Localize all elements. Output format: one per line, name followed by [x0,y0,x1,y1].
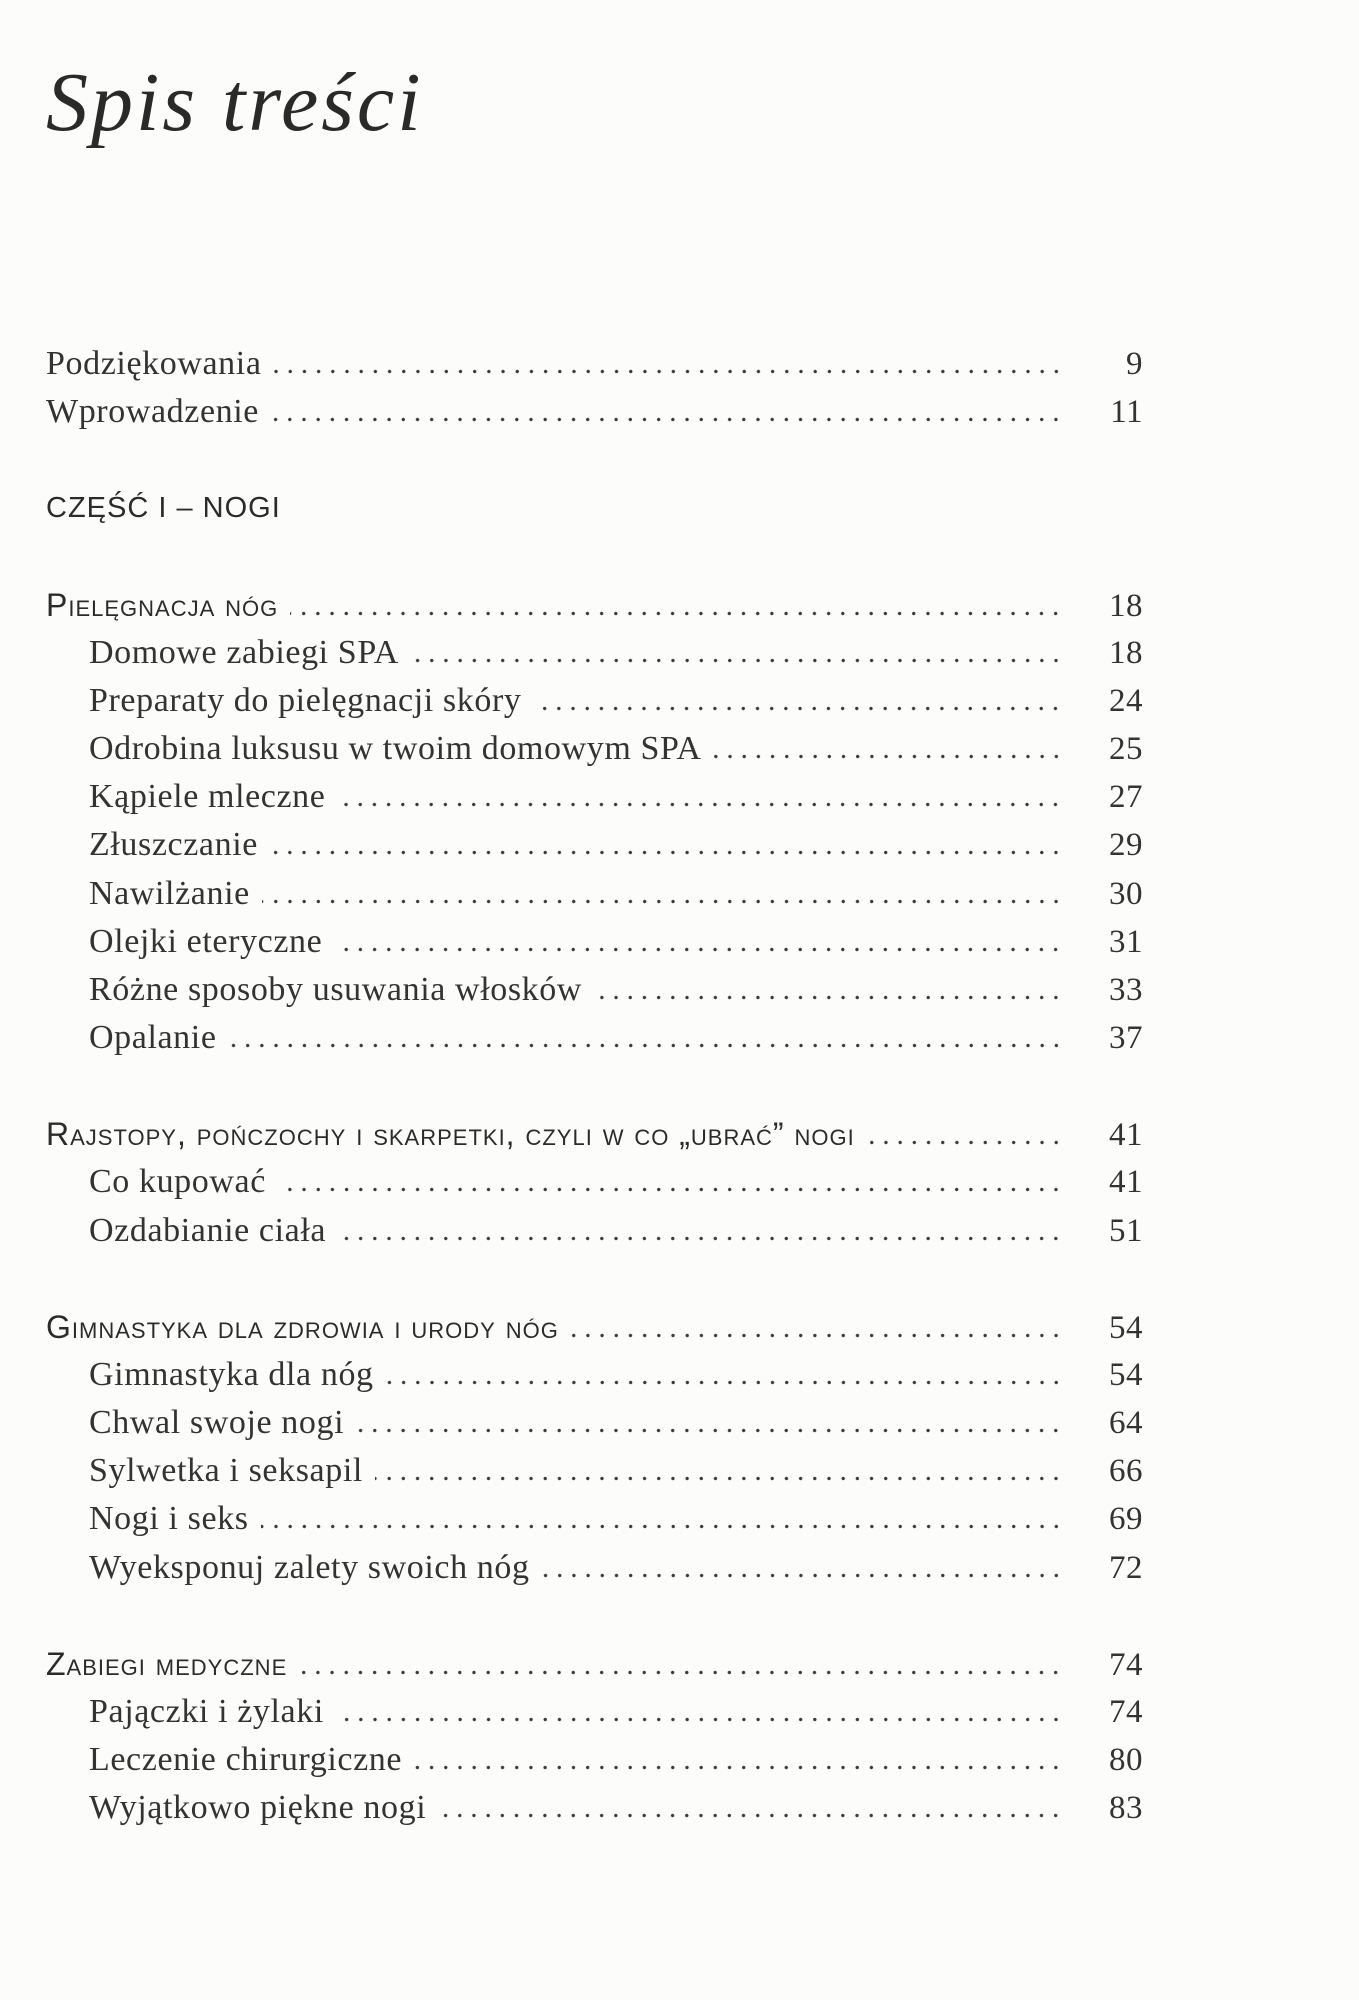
section-entry [46,918,1143,966]
dot-leader [594,995,1063,1000]
section-title: Nogi i seks [89,1500,249,1538]
dot-leader [229,1043,1063,1048]
page-number: 80 [1109,1742,1143,1779]
dot-leader [336,1717,1063,1722]
dot-leader [571,1333,1063,1338]
section-entry [46,677,1143,725]
page-number: 41 [1109,1117,1143,1154]
part-heading: CZĘŚĆ I – NOGI [46,492,281,525]
dot-leader [386,1380,1063,1385]
section-title: Złuszczanie [89,826,258,864]
section-entry [46,821,1143,869]
page-number: 72 [1109,1549,1143,1586]
section-title: Leczenie chirurgiczne [89,1741,403,1779]
section-entry [46,1399,1143,1447]
section-entry [46,1207,1143,1255]
section-entry [46,870,1143,918]
toc-entry-front-matter [46,340,1143,388]
section-title: Kąpiele mleczne [89,778,326,816]
section-title: Chwal swoje nogi [89,1404,345,1442]
dot-leader [542,1573,1063,1578]
dot-leader [414,1765,1063,1770]
page-number: 37 [1109,1019,1143,1056]
toc-entry-front-matter [46,388,1143,436]
page-number: 31 [1109,923,1143,960]
section-entry [46,966,1143,1014]
section-title: Co kupować [89,1163,266,1201]
dot-leader [274,369,1063,374]
dot-leader [261,1524,1063,1529]
section-entry [46,1544,1143,1592]
dot-leader [337,802,1063,807]
section-entry [46,1014,1143,1062]
dot-leader [714,754,1063,759]
section-title: Sylwetka i seksapil [89,1452,363,1490]
section-title: Pajączki i żylaki [89,1692,324,1730]
chapter-entry [46,1110,1143,1158]
page-number: 27 [1109,779,1143,816]
section-entry [46,1447,1143,1495]
page-number: 25 [1109,731,1143,768]
dot-leader [411,658,1063,663]
page-number: 74 [1109,1646,1143,1683]
page-number: 18 [1109,634,1143,671]
section-title: Domowe zabiegi SPA [89,633,399,671]
dot-leader [271,417,1063,422]
section-entry [46,1736,1143,1784]
section-title: Ozdabianie ciała [89,1211,327,1249]
dot-leader [867,1140,1063,1145]
section-title: Odrobina luksusu w twoim domowym SPA [89,730,702,768]
dot-leader [438,1813,1063,1818]
page-number: 30 [1109,875,1143,912]
chapter-title: Pielęgnacja nóg [46,586,279,623]
table-of-contents [46,340,1143,1832]
section-title: Wyjątkowo piękne nogi [89,1789,427,1827]
dot-leader [533,706,1063,711]
page-title: Spis treści [46,56,424,149]
section-title: Opalanie [89,1018,217,1056]
section-entry [46,1495,1143,1543]
toc-entry-label: Podziękowania [46,345,262,382]
page-number: 66 [1109,1453,1143,1490]
page-number: 24 [1109,682,1143,719]
dot-leader [338,1236,1063,1241]
section-entry [46,1351,1143,1399]
section-title: Preparaty do pielęgnacji skóry [89,681,522,719]
chapter-entry [46,1640,1143,1688]
dot-leader [290,611,1063,616]
section-entry [46,1784,1143,1832]
part-row [46,484,1143,532]
page-number: 74 [1109,1693,1143,1730]
section-title: Wyeksponuj zalety swoich nóg [89,1548,530,1586]
dot-leader [270,850,1063,855]
page-number: 54 [1109,1309,1143,1346]
section-title: Nawilżanie [89,874,250,912]
chapter-entry [46,1303,1143,1351]
toc-entry-label: Wprowadzenie [46,393,259,431]
section-entry [46,725,1143,773]
page-number: 41 [1109,1164,1143,1201]
page-number: 9 [1126,346,1143,382]
section-entry [46,1158,1143,1206]
chapter-entry [46,581,1143,629]
page-number: 29 [1109,827,1143,864]
dot-leader [262,899,1063,904]
dot-leader [334,947,1063,952]
dot-leader [278,1187,1063,1192]
section-title: Olejki eteryczne [89,922,323,960]
section-entry [46,629,1143,677]
page-number: 33 [1109,971,1143,1008]
section-title: Różne sposoby usuwania włosków [89,970,583,1008]
page-number: 64 [1109,1405,1143,1442]
section-title: Gimnastyka dla nóg [89,1355,374,1393]
page-number: 69 [1109,1501,1143,1538]
page-number: 11 [1110,394,1143,431]
chapter-title: Rajstopy, pończochy i skarpetki, czyli w co „ubrać” nogi [46,1116,855,1153]
page-number: 83 [1109,1790,1143,1827]
dot-leader [375,1476,1063,1481]
section-entry [46,1688,1143,1736]
dot-leader [356,1428,1063,1433]
dot-leader [299,1670,1063,1675]
page-number: 51 [1109,1212,1143,1249]
section-entry [46,773,1143,821]
page-number: 18 [1109,587,1143,624]
page-number: 54 [1109,1356,1143,1393]
chapter-title: Gimnastyka dla zdrowia i urody nóg [46,1308,559,1345]
chapter-title: Zabiegi medyczne [46,1645,288,1682]
